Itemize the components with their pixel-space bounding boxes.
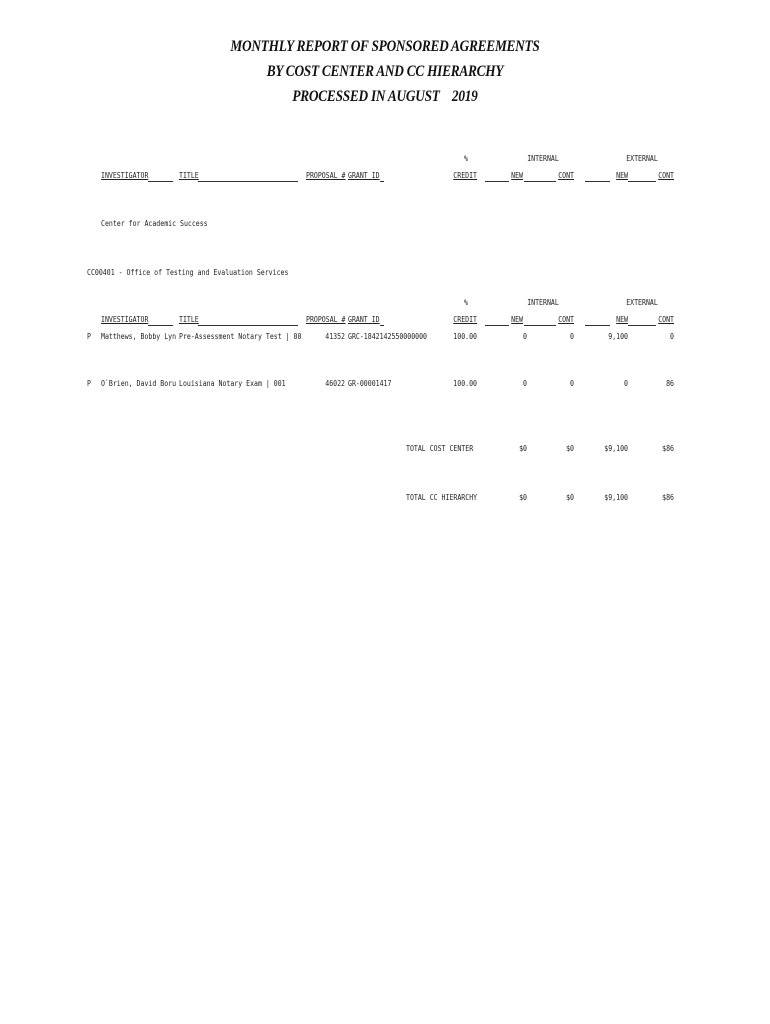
int-new-header: NEW bbox=[511, 171, 523, 180]
title-line-3 bbox=[54, 84, 716, 109]
ext-cont-header: CONT bbox=[658, 315, 674, 324]
int-new-header: NEW bbox=[511, 315, 523, 324]
header-rule bbox=[524, 181, 556, 182]
row-credit: 100.00 bbox=[453, 332, 477, 341]
proposal-header: PROPOSAL # bbox=[306, 315, 346, 324]
total-cost-center-label: TOTAL COST CENTER bbox=[406, 444, 474, 453]
row-ext-cont: 86 bbox=[666, 379, 674, 388]
title-line-1: MONTHLY REPORT OF SPONSORED AGREEMENTS bbox=[230, 38, 540, 55]
total-ext-new: $9,100 bbox=[604, 493, 628, 502]
proposal-header: PROPOSAL # bbox=[306, 171, 346, 180]
row-investigator: O`Brien, David Boru bbox=[101, 379, 177, 388]
row-int-cont: 0 bbox=[570, 332, 574, 341]
header-rule bbox=[585, 181, 610, 182]
total-ext-cont: $86 bbox=[662, 493, 674, 502]
row-proposal: 46022 bbox=[325, 379, 345, 388]
title-header: TITLE bbox=[179, 171, 199, 180]
credit-header: CREDIT bbox=[453, 171, 477, 180]
total-int-new: $0 bbox=[519, 444, 527, 453]
ext-cont-header: CONT bbox=[658, 171, 674, 180]
header-rule bbox=[148, 325, 173, 326]
title-line-2: BY COST CENTER AND CC HIERARCHY bbox=[266, 63, 504, 80]
investigator-header: INVESTIGATOR bbox=[101, 171, 149, 180]
header-rule bbox=[485, 181, 509, 182]
header-rule bbox=[628, 325, 656, 326]
header-rule bbox=[198, 181, 298, 182]
total-ext-cont: $86 bbox=[662, 444, 674, 453]
header-rule bbox=[148, 181, 173, 182]
header-rule bbox=[485, 325, 509, 326]
cost-center-name: CC00401 - Office of Testing and Evaluation Services bbox=[87, 268, 289, 277]
row-ext-new: 0 bbox=[624, 379, 628, 388]
total-ext-new: $9,100 bbox=[604, 444, 628, 453]
cc-hierarchy-name: Center for Academic Success bbox=[101, 219, 208, 228]
header-rule bbox=[198, 325, 298, 326]
ext-new-header: NEW bbox=[616, 171, 628, 180]
header-rule bbox=[524, 325, 556, 326]
int-cont-header: CONT bbox=[558, 315, 574, 324]
row-proposal: 41352 bbox=[325, 332, 345, 341]
pct-label: % bbox=[464, 298, 468, 307]
row-flag: P bbox=[87, 379, 91, 388]
row-ext-new: 9,100 bbox=[608, 332, 628, 341]
investigator-header: INVESTIGATOR bbox=[101, 315, 149, 324]
row-int-new: 0 bbox=[523, 332, 527, 341]
row-grant-id: GRC-1842142550000000 bbox=[348, 332, 427, 341]
grant-id-header: GRANT ID bbox=[348, 171, 380, 180]
total-cc-hierarchy-label: TOTAL CC HIERARCHY bbox=[406, 493, 478, 502]
row-flag: P bbox=[87, 332, 91, 341]
pct-label: % bbox=[464, 154, 468, 163]
row-investigator: Matthews, Bobby Lyn bbox=[101, 332, 177, 341]
ext-new-header: NEW bbox=[616, 315, 628, 324]
header-rule bbox=[380, 181, 384, 182]
row-int-cont: 0 bbox=[570, 379, 574, 388]
row-credit: 100.00 bbox=[453, 379, 477, 388]
int-cont-header: CONT bbox=[558, 171, 574, 180]
header-rule bbox=[628, 181, 656, 182]
title-header: TITLE bbox=[179, 315, 199, 324]
row-grant-id: GR-00001417 bbox=[348, 379, 392, 388]
credit-header: CREDIT bbox=[453, 315, 477, 324]
internal-label: INTERNAL bbox=[527, 154, 559, 163]
header-rule bbox=[380, 325, 384, 326]
row-title: Pre-Assessment Notary Test | 00 bbox=[179, 332, 302, 341]
total-int-cont: $0 bbox=[566, 444, 574, 453]
row-ext-cont: 0 bbox=[670, 332, 674, 341]
title-year: 2019 bbox=[451, 88, 478, 105]
title-month: PROCESSED IN AUGUST bbox=[292, 88, 440, 105]
external-label: EXTERNAL bbox=[626, 298, 658, 307]
internal-label: INTERNAL bbox=[527, 298, 559, 307]
total-int-cont: $0 bbox=[566, 493, 574, 502]
report-title bbox=[54, 34, 716, 109]
grant-id-header: GRANT ID bbox=[348, 315, 380, 324]
external-label: EXTERNAL bbox=[626, 154, 658, 163]
row-int-new: 0 bbox=[523, 379, 527, 388]
row-title: Louisiana Notary Exam | 001 bbox=[179, 379, 286, 388]
header-rule bbox=[585, 325, 610, 326]
total-int-new: $0 bbox=[519, 493, 527, 502]
